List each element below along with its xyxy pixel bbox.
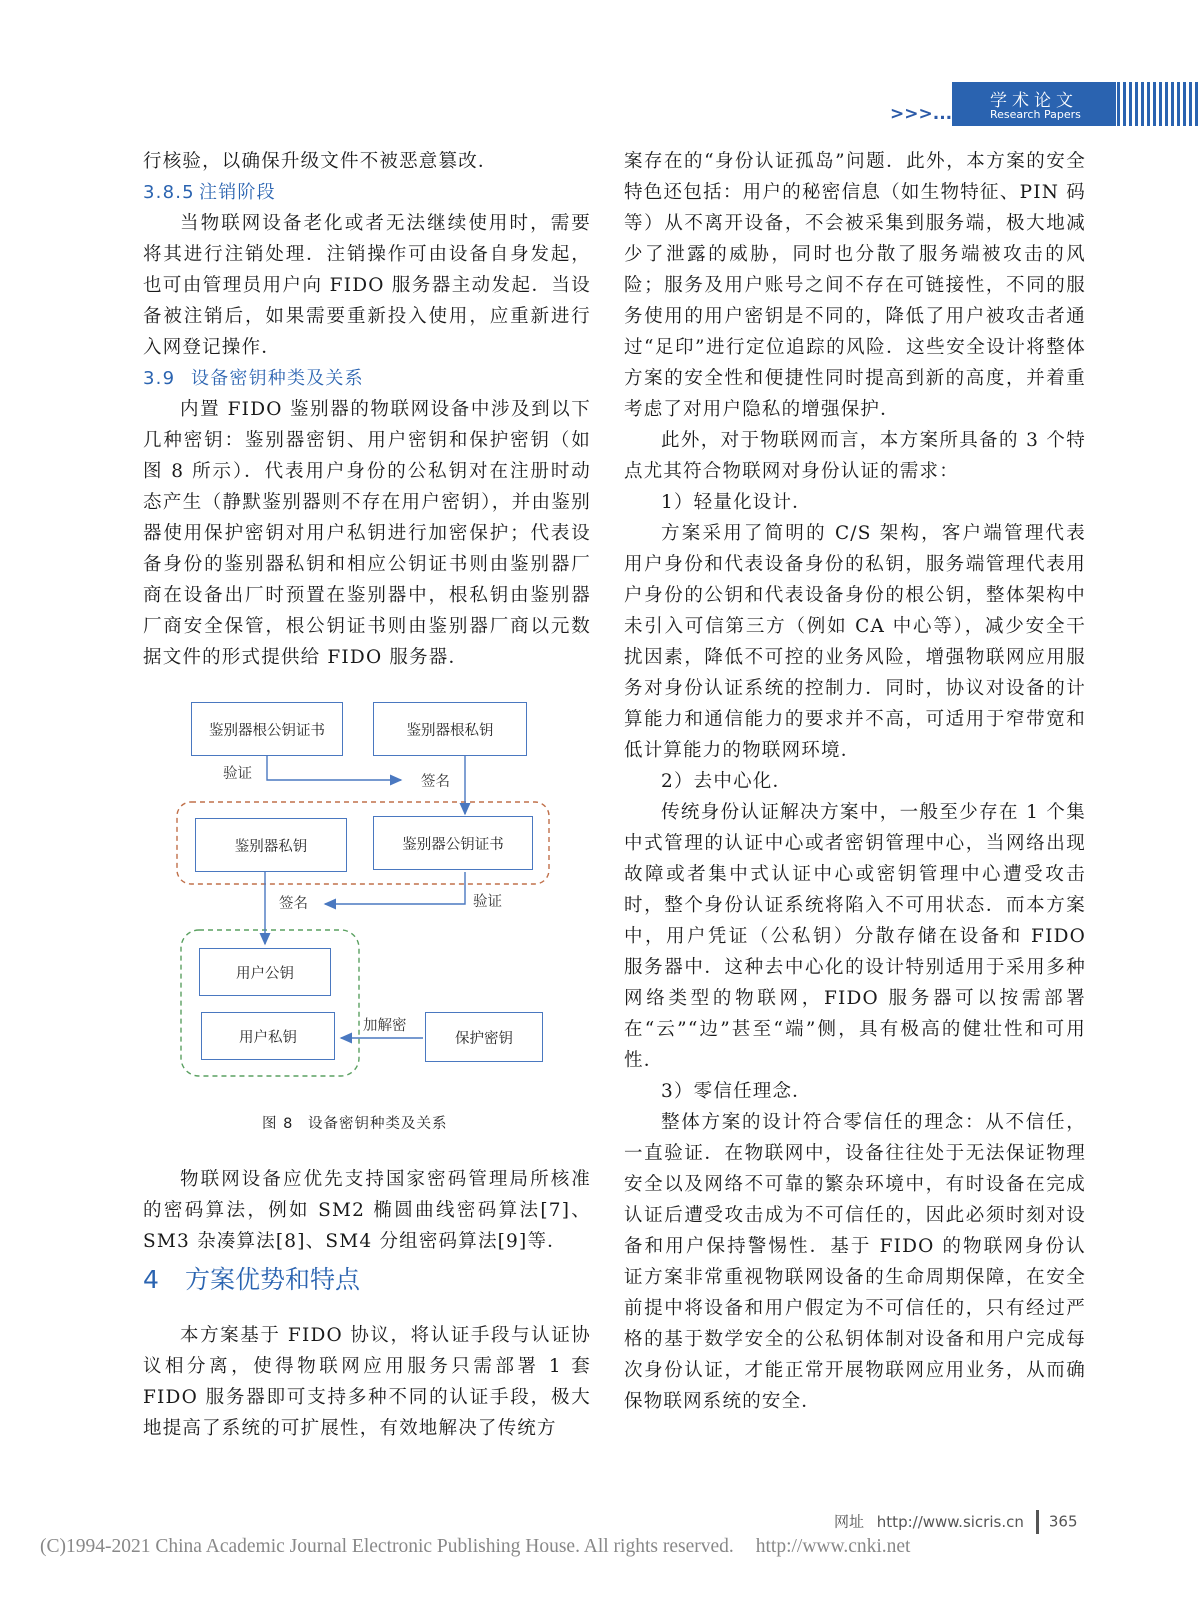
paragraph-r4: 传统身份认证解决方案中，一般至少存在 1 个集中式管理的认证中心或者密钥管理中心，当网络出现故障或者集中式认证中心或密钥管理中心遭受攻击时，整个身份认证系统将陷入不可用状态．而本方案中，用户凭证（公私钥）分散存储在设备和 FIDO 服务器中．这种去中心化的设计特别适用于采用多种网络类型的物联网，FIDO 服务器可以按需部署在“云”“边”甚至“端”侧，具有极高的健壮性和可用性． [624,802,1086,1071]
paragraph-r5: 整体方案的设计符合零信任的理念：从不信任，一直验证．在物联网中，设备往往处于无法保证物理安全以及网络不可靠的繁杂环境中，有时设备在完成认证后遭受攻击成为不可信任的，因此必须时刻对设备和用户保持警惕性．基于 FIDO 的物联网身份认证方案非常重视物联网设备的生命周期保障，在安全前提中将设备和用户假定为不可信任的，只有经过严格的基于数学安全的公私钥体制对设备和用户完成每次身份认证，才能正常开展物联网应用业务，从而确保物联网系统的安全． [624,1112,1086,1412]
copyright-text: (C)1994-2021 China Academic Journal Electronic Publishing House. All rights reserved. [40,1536,734,1557]
heading-number: 4 [143,1265,159,1294]
paragraph-crypto: 物联网设备应优先支持国家密码管理局所核准的密码算法，例如 SM2 椭圆曲线密码算法[7]、SM3 杂凑算法[8]、SM4 分组密码算法[9]等． [143,1169,591,1252]
heading-3-8-5 [143,177,591,208]
figure-caption [262,1112,448,1133]
header-arrows: >>>... [890,104,953,124]
page-number: 365 [1048,1512,1078,1531]
sign-label-2: 签名 [279,896,308,912]
list-item-3: 3）零信任理念． [661,1081,812,1102]
section-badge [952,82,1116,126]
cnki-url: http://www.cnki.net [755,1536,911,1557]
root-priv-label: 鉴别器根私钥 [406,722,494,739]
sign-label-1: 签名 [421,774,450,790]
heading-4 [143,1260,360,1300]
user-priv-box [201,1012,335,1060]
heading-title: 注销阶段 [199,182,276,203]
verify-label-2: 验证 [473,894,502,910]
root-priv-box [373,702,527,756]
page-footer [834,1510,1078,1534]
paragraph-r3: 方案采用了简明的 C/S 架构，客户端管理代表用户身份和代表设备身份的私钥，服务端管理代表用户身份的公钥和代表设备身份的根公钥，整体架构中未引入可信第三方（例如 CA 中心等），减少安全干扰因素，降低不可控的业务风险，增强物联网应用服务对身份认证系统的控制力．同时，协议对设备的计算能力和通信能力的要求并不高，可适用于窄带宽和低计算能力的物联网环境． [624,523,1086,761]
footer-divider [1036,1510,1039,1534]
auth-cert-box [373,816,533,870]
url-label: 网址 [834,1512,865,1531]
paragraph-4: 本方案基于 FIDO 协议，将认证手段与认证协议相分离，使得物联网应用服务只需部署 1 套 FIDO 服务器即可支持多种不同的认证手段，极大地提高了系统的可扩展性，有效地解决了传统方 [143,1325,591,1439]
root-cert-box [191,702,343,756]
root-cert-label: 鉴别器根公钥证书 [209,722,325,739]
section-badge-en: Research Papers [990,108,1081,121]
left-column-top [143,146,591,673]
paragraph-r1: 案存在的“身份认证孤岛”问题．此外，本方案的安全特色还包括：用户的秘密信息（如生物特征、PIN 码等）从不离开设备，不会被采集到服务端，极大地减少了泄露的威胁，同时也分散了服务端被攻击的风险；服务及用户账号之间不存在可链接性，不同的服务使用的用户密钥是不同的，降低了用户被攻击者通过“足印”进行定位追踪的风险．这些安全设计将整体方案的安全性和便捷性同时提高到新的高度，并着重考虑了对用户隐私的增强保护． [624,151,1086,420]
journal-url: http://www.sicris.cn [876,1512,1024,1531]
section-badge-zh: 学术论文 [990,91,1078,111]
right-column [624,146,1086,1417]
user-pub-box [199,948,331,996]
paragraph-3-8-5: 当物联网设备老化或者无法继续使用时，需要将其进行注销处理．注销操作可由设备自身发起，也可由管理员用户向 FIDO 服务器主动发起．当设备被注销后，如果需要重新投入使用，应重新进行入网登记操作． [143,213,591,358]
paragraph-r2: 此外，对于物联网而言，本方案所具备的 3 个特点尤其符合物联网对身份认证的需求： [624,430,1086,482]
list-item-2: 2）去中心化． [661,771,793,792]
figure-number: 图 8 [262,1116,294,1132]
verify-arrow-2 [325,872,465,904]
protect-key-box [425,1012,543,1062]
heading-number: 3.8.5 [143,182,195,203]
paragraph-continuation: 行核验，以确保升级文件不被恶意篡改． [143,151,498,172]
encdec-label: 加解密 [363,1018,407,1034]
heading-title: 设备密钥种类及关系 [191,368,364,389]
left-column-bottom [143,1164,591,1257]
verify-arrow-1 [267,756,401,780]
verify-label-1: 验证 [223,766,252,782]
auth-cert-label: 鉴别器公钥证书 [402,836,504,853]
protect-key-label: 保护密钥 [455,1030,513,1047]
user-pub-label: 用户公钥 [236,965,294,982]
paragraph-3-9: 内置 FIDO 鉴别器的物联网设备中涉及到以下几种密钥：鉴别器密钥、用户密钥和保护密钥（如图 8 所示）．代表用户身份的公私钥对在注册时动态产生（静默鉴别器则不存在用户密钥），并由鉴别器使用保护密钥对用户私钥进行加密保护；代表设备身份的鉴别器私钥和相应公钥证书则由鉴别器厂商在设备出厂时预置在鉴别器中，根私钥由鉴别器厂商安全保管，根公钥证书则由鉴别器厂商以元数据文件的形式提供给 FIDO 服务器． [143,399,591,668]
user-priv-label: 用户私钥 [239,1029,297,1046]
heading-3-9 [143,363,591,394]
heading-title: 方案优势和特点 [185,1265,361,1294]
heading-number: 3.9 [143,368,176,389]
copyright-line [40,1536,910,1558]
auth-priv-label: 鉴别器私钥 [234,838,308,855]
figure-title: 设备密钥种类及关系 [308,1116,448,1132]
left-column-section4 [143,1320,591,1444]
figure-8 [175,700,565,1100]
auth-priv-box [195,818,347,872]
list-item-1: 1）轻量化设计． [661,492,812,513]
header-stripes [1117,82,1200,126]
